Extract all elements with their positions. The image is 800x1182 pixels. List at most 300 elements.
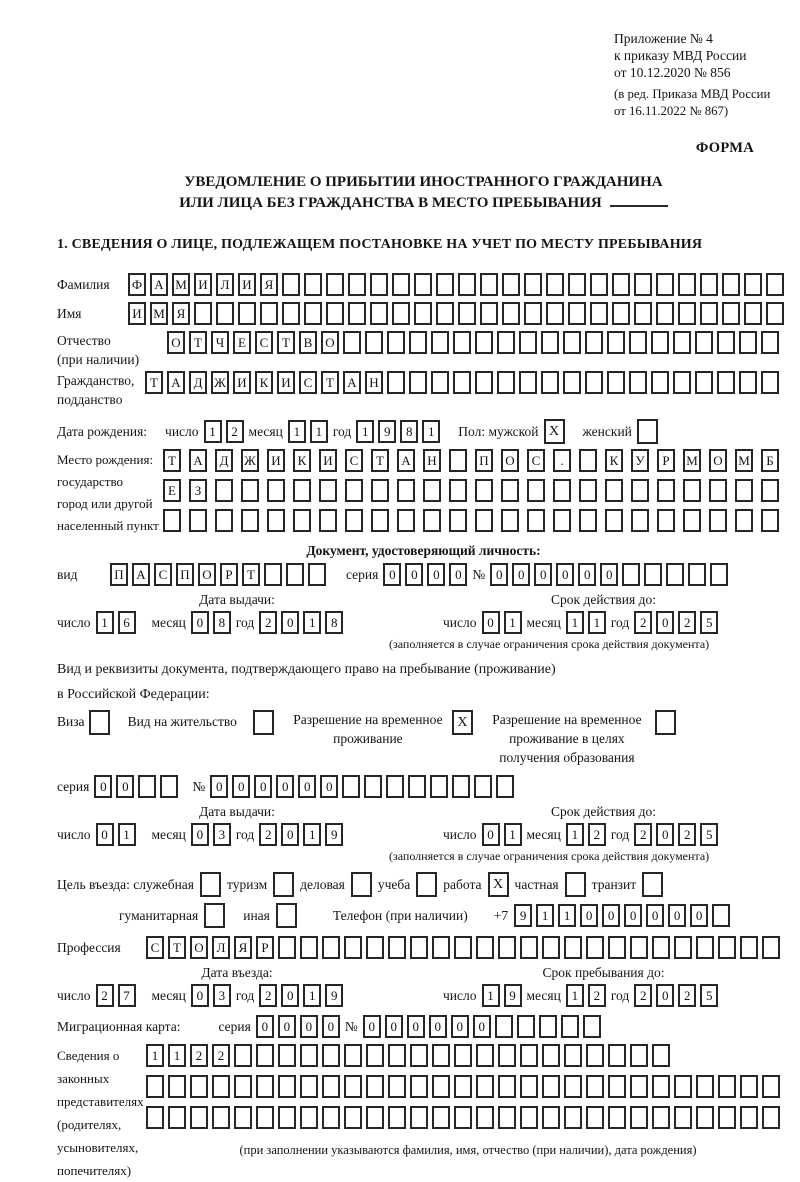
char-box[interactable]: 0	[320, 775, 338, 798]
temp-residence-edu-checkbox[interactable]	[655, 710, 676, 735]
char-box[interactable]	[392, 273, 410, 296]
char-box[interactable]	[475, 331, 493, 354]
char-box[interactable]: К	[293, 449, 311, 472]
char-box[interactable]: 0	[256, 1015, 274, 1038]
char-box[interactable]: М	[683, 449, 701, 472]
char-box[interactable]	[238, 302, 256, 325]
char-box[interactable]	[432, 1075, 450, 1098]
char-box[interactable]	[498, 1106, 516, 1129]
char-box[interactable]	[553, 479, 571, 502]
private-checkbox[interactable]	[565, 872, 586, 897]
char-box[interactable]	[189, 509, 207, 532]
char-box[interactable]: 0	[427, 563, 445, 586]
char-box[interactable]	[520, 1044, 538, 1067]
char-box[interactable]	[761, 331, 779, 354]
char-box[interactable]: 0	[385, 1015, 403, 1038]
char-box[interactable]: Б	[761, 449, 779, 472]
char-box[interactable]	[168, 1106, 186, 1129]
char-box[interactable]	[264, 563, 282, 586]
char-box[interactable]: 1	[303, 823, 321, 846]
char-box[interactable]	[497, 371, 515, 394]
char-box[interactable]	[696, 1106, 714, 1129]
char-box[interactable]: 2	[226, 420, 244, 443]
char-box[interactable]: 1	[504, 611, 522, 634]
char-box[interactable]	[454, 936, 472, 959]
char-box[interactable]	[344, 1044, 362, 1067]
char-box[interactable]	[564, 936, 582, 959]
char-box[interactable]	[674, 1075, 692, 1098]
char-box[interactable]	[414, 273, 432, 296]
char-box[interactable]: О	[167, 331, 185, 354]
char-box[interactable]	[319, 509, 337, 532]
char-box[interactable]	[308, 563, 326, 586]
purpose-official-checkbox[interactable]	[200, 872, 221, 897]
char-box[interactable]	[212, 1106, 230, 1129]
char-box[interactable]	[656, 302, 674, 325]
char-box[interactable]	[717, 331, 735, 354]
char-box[interactable]	[282, 302, 300, 325]
char-box[interactable]: 0	[482, 611, 500, 634]
char-box[interactable]	[160, 775, 178, 798]
char-box[interactable]: Р	[256, 936, 274, 959]
gender-male-checkbox[interactable]: X	[544, 419, 565, 444]
char-box[interactable]	[387, 331, 405, 354]
char-box[interactable]	[342, 775, 360, 798]
char-box[interactable]	[673, 331, 691, 354]
char-box[interactable]	[344, 1075, 362, 1098]
char-box[interactable]: 0	[624, 904, 642, 927]
char-box[interactable]	[652, 1075, 670, 1098]
char-box[interactable]: 1	[536, 904, 554, 927]
char-box[interactable]: 0	[656, 984, 674, 1007]
char-box[interactable]	[322, 936, 340, 959]
char-box[interactable]	[585, 371, 603, 394]
char-box[interactable]: 0	[646, 904, 664, 927]
char-box[interactable]: 0	[512, 563, 530, 586]
char-box[interactable]	[608, 936, 626, 959]
char-box[interactable]: П	[475, 449, 493, 472]
char-box[interactable]	[527, 479, 545, 502]
char-box[interactable]	[414, 302, 432, 325]
char-box[interactable]	[740, 1075, 758, 1098]
char-box[interactable]	[678, 273, 696, 296]
char-box[interactable]	[366, 1044, 384, 1067]
char-box[interactable]	[656, 273, 674, 296]
char-box[interactable]: 2	[678, 611, 696, 634]
char-box[interactable]	[605, 509, 623, 532]
char-box[interactable]	[590, 273, 608, 296]
char-box[interactable]	[607, 331, 625, 354]
char-box[interactable]	[475, 371, 493, 394]
char-box[interactable]: 0	[690, 904, 708, 927]
char-box[interactable]	[216, 302, 234, 325]
char-box[interactable]: С	[527, 449, 545, 472]
business-checkbox[interactable]	[351, 872, 372, 897]
char-box[interactable]: 0	[210, 775, 228, 798]
char-box[interactable]	[348, 273, 366, 296]
char-box[interactable]	[688, 563, 706, 586]
char-box[interactable]: 2	[588, 823, 606, 846]
char-box[interactable]: 0	[383, 563, 401, 586]
char-box[interactable]: 0	[278, 1015, 296, 1038]
char-box[interactable]	[475, 509, 493, 532]
char-box[interactable]	[286, 563, 304, 586]
char-box[interactable]: 6	[118, 611, 136, 634]
char-box[interactable]	[260, 302, 278, 325]
char-box[interactable]: .	[553, 449, 571, 472]
char-box[interactable]	[564, 1075, 582, 1098]
char-box[interactable]	[542, 1075, 560, 1098]
char-box[interactable]	[712, 904, 730, 927]
char-box[interactable]	[586, 1075, 604, 1098]
char-box[interactable]	[519, 371, 537, 394]
char-box[interactable]	[762, 936, 780, 959]
char-box[interactable]	[388, 936, 406, 959]
char-box[interactable]	[278, 936, 296, 959]
char-box[interactable]	[718, 936, 736, 959]
char-box[interactable]: 0	[578, 563, 596, 586]
char-box[interactable]	[370, 273, 388, 296]
humanitarian-checkbox[interactable]	[204, 903, 225, 928]
char-box[interactable]	[497, 331, 515, 354]
char-box[interactable]	[683, 479, 701, 502]
char-box[interactable]	[541, 331, 559, 354]
char-box[interactable]: 1	[118, 823, 136, 846]
char-box[interactable]: И	[233, 371, 251, 394]
char-box[interactable]	[388, 1075, 406, 1098]
char-box[interactable]	[430, 775, 448, 798]
char-box[interactable]	[629, 371, 647, 394]
tourism-checkbox[interactable]	[273, 872, 294, 897]
char-box[interactable]	[256, 1075, 274, 1098]
char-box[interactable]	[709, 479, 727, 502]
char-box[interactable]	[190, 1075, 208, 1098]
char-box[interactable]	[520, 1075, 538, 1098]
char-box[interactable]	[631, 479, 649, 502]
char-box[interactable]	[410, 936, 428, 959]
char-box[interactable]: З	[189, 479, 207, 502]
char-box[interactable]: 0	[429, 1015, 447, 1038]
char-box[interactable]: 2	[190, 1044, 208, 1067]
char-box[interactable]: 0	[281, 823, 299, 846]
char-box[interactable]	[345, 479, 363, 502]
char-box[interactable]	[718, 1075, 736, 1098]
char-box[interactable]	[392, 302, 410, 325]
char-box[interactable]	[138, 775, 156, 798]
char-box[interactable]	[674, 936, 692, 959]
char-box[interactable]	[612, 273, 630, 296]
char-box[interactable]	[673, 371, 691, 394]
char-box[interactable]: Ф	[128, 273, 146, 296]
char-box[interactable]: М	[150, 302, 168, 325]
char-box[interactable]	[766, 302, 784, 325]
char-box[interactable]: Т	[145, 371, 163, 394]
char-box[interactable]: Ж	[241, 449, 259, 472]
char-box[interactable]	[410, 1044, 428, 1067]
char-box[interactable]	[241, 479, 259, 502]
char-box[interactable]: А	[132, 563, 150, 586]
char-box[interactable]	[735, 509, 753, 532]
char-box[interactable]: 0	[116, 775, 134, 798]
residence-permit-checkbox[interactable]	[253, 710, 274, 735]
char-box[interactable]: 8	[400, 420, 418, 443]
char-box[interactable]	[761, 371, 779, 394]
char-box[interactable]	[541, 371, 559, 394]
char-box[interactable]: О	[501, 449, 519, 472]
char-box[interactable]	[370, 302, 388, 325]
char-box[interactable]	[563, 371, 581, 394]
char-box[interactable]	[410, 1075, 428, 1098]
char-box[interactable]	[520, 1106, 538, 1129]
char-box[interactable]	[586, 1106, 604, 1129]
char-box[interactable]	[432, 1044, 450, 1067]
char-box[interactable]: Е	[163, 479, 181, 502]
char-box[interactable]	[722, 273, 740, 296]
char-box[interactable]: 1	[558, 904, 576, 927]
char-box[interactable]	[722, 302, 740, 325]
char-box[interactable]	[366, 936, 384, 959]
char-box[interactable]	[761, 509, 779, 532]
char-box[interactable]: О	[709, 449, 727, 472]
char-box[interactable]: С	[146, 936, 164, 959]
char-box[interactable]: 2	[634, 611, 652, 634]
char-box[interactable]	[744, 302, 762, 325]
char-box[interactable]: 0	[473, 1015, 491, 1038]
char-box[interactable]	[345, 509, 363, 532]
char-box[interactable]: И	[238, 273, 256, 296]
char-box[interactable]	[423, 479, 441, 502]
char-box[interactable]	[234, 1106, 252, 1129]
char-box[interactable]: Т	[277, 331, 295, 354]
other-checkbox[interactable]	[276, 903, 297, 928]
char-box[interactable]	[524, 273, 542, 296]
char-box[interactable]: 1	[566, 611, 584, 634]
char-box[interactable]	[408, 775, 426, 798]
char-box[interactable]	[657, 479, 675, 502]
char-box[interactable]	[527, 509, 545, 532]
char-box[interactable]: Т	[168, 936, 186, 959]
char-box[interactable]	[563, 331, 581, 354]
char-box[interactable]: 1	[566, 984, 584, 1007]
char-box[interactable]: 2	[634, 823, 652, 846]
gender-female-checkbox[interactable]	[637, 419, 658, 444]
char-box[interactable]: У	[631, 449, 649, 472]
char-box[interactable]	[651, 371, 669, 394]
char-box[interactable]: П	[176, 563, 194, 586]
char-box[interactable]	[388, 1106, 406, 1129]
char-box[interactable]: 3	[213, 984, 231, 1007]
work-checkbox[interactable]: X	[488, 872, 509, 897]
char-box[interactable]	[397, 479, 415, 502]
char-box[interactable]: 1	[96, 611, 114, 634]
char-box[interactable]: А	[167, 371, 185, 394]
char-box[interactable]: О	[321, 331, 339, 354]
char-box[interactable]: 2	[259, 611, 277, 634]
char-box[interactable]	[519, 331, 537, 354]
char-box[interactable]	[476, 1106, 494, 1129]
char-box[interactable]: 0	[298, 775, 316, 798]
char-box[interactable]: А	[189, 449, 207, 472]
char-box[interactable]	[762, 1075, 780, 1098]
char-box[interactable]	[517, 1015, 535, 1038]
char-box[interactable]	[683, 509, 701, 532]
char-box[interactable]	[300, 1106, 318, 1129]
char-box[interactable]	[524, 302, 542, 325]
char-box[interactable]: Д	[189, 371, 207, 394]
char-box[interactable]	[388, 1044, 406, 1067]
char-box[interactable]	[652, 1044, 670, 1067]
transit-checkbox[interactable]	[642, 872, 663, 897]
char-box[interactable]: 3	[213, 823, 231, 846]
char-box[interactable]: И	[194, 273, 212, 296]
char-box[interactable]: С	[345, 449, 363, 472]
char-box[interactable]	[498, 936, 516, 959]
char-box[interactable]	[579, 449, 597, 472]
char-box[interactable]: И	[277, 371, 295, 394]
char-box[interactable]	[607, 371, 625, 394]
char-box[interactable]	[278, 1044, 296, 1067]
char-box[interactable]	[740, 936, 758, 959]
char-box[interactable]: 2	[259, 984, 277, 1007]
char-box[interactable]	[319, 479, 337, 502]
char-box[interactable]	[564, 1106, 582, 1129]
char-box[interactable]: 0	[276, 775, 294, 798]
char-box[interactable]	[300, 936, 318, 959]
char-box[interactable]	[234, 1075, 252, 1098]
char-box[interactable]: 8	[213, 611, 231, 634]
char-box[interactable]	[539, 1015, 557, 1038]
char-box[interactable]: 1	[303, 611, 321, 634]
char-box[interactable]	[409, 331, 427, 354]
char-box[interactable]	[449, 449, 467, 472]
char-box[interactable]	[322, 1106, 340, 1129]
char-box[interactable]: П	[110, 563, 128, 586]
char-box[interactable]: 0	[602, 904, 620, 927]
char-box[interactable]	[458, 273, 476, 296]
char-box[interactable]	[631, 509, 649, 532]
char-box[interactable]	[564, 1044, 582, 1067]
char-box[interactable]	[496, 775, 514, 798]
char-box[interactable]: 5	[700, 611, 718, 634]
char-box[interactable]	[300, 1075, 318, 1098]
char-box[interactable]	[622, 563, 640, 586]
char-box[interactable]	[546, 273, 564, 296]
char-box[interactable]	[542, 936, 560, 959]
char-box[interactable]	[739, 371, 757, 394]
char-box[interactable]	[215, 479, 233, 502]
char-box[interactable]	[501, 509, 519, 532]
char-box[interactable]	[436, 302, 454, 325]
char-box[interactable]: 9	[504, 984, 522, 1007]
visa-checkbox[interactable]	[89, 710, 110, 735]
char-box[interactable]: С	[255, 331, 273, 354]
char-box[interactable]	[678, 302, 696, 325]
char-box[interactable]	[696, 936, 714, 959]
char-box[interactable]: Я	[234, 936, 252, 959]
char-box[interactable]: О	[190, 936, 208, 959]
char-box[interactable]: Л	[216, 273, 234, 296]
char-box[interactable]	[480, 273, 498, 296]
char-box[interactable]	[630, 1106, 648, 1129]
char-box[interactable]	[304, 302, 322, 325]
char-box[interactable]	[449, 479, 467, 502]
char-box[interactable]	[717, 371, 735, 394]
char-box[interactable]	[740, 1106, 758, 1129]
char-box[interactable]	[666, 563, 684, 586]
char-box[interactable]	[300, 1044, 318, 1067]
char-box[interactable]	[744, 273, 762, 296]
char-box[interactable]: Я	[172, 302, 190, 325]
char-box[interactable]	[366, 1075, 384, 1098]
char-box[interactable]: 8	[325, 611, 343, 634]
char-box[interactable]: А	[397, 449, 415, 472]
char-box[interactable]: Н	[423, 449, 441, 472]
char-box[interactable]	[761, 479, 779, 502]
char-box[interactable]: 1	[422, 420, 440, 443]
char-box[interactable]: 9	[514, 904, 532, 927]
char-box[interactable]	[475, 479, 493, 502]
char-box[interactable]: 0	[449, 563, 467, 586]
char-box[interactable]	[241, 509, 259, 532]
char-box[interactable]	[495, 1015, 513, 1038]
char-box[interactable]	[410, 1106, 428, 1129]
char-box[interactable]	[190, 1106, 208, 1129]
char-box[interactable]: К	[255, 371, 273, 394]
char-box[interactable]	[371, 479, 389, 502]
char-box[interactable]: 0	[451, 1015, 469, 1038]
char-box[interactable]	[579, 479, 597, 502]
char-box[interactable]	[651, 331, 669, 354]
char-box[interactable]	[709, 509, 727, 532]
char-box[interactable]	[542, 1106, 560, 1129]
char-box[interactable]: 1	[588, 611, 606, 634]
char-box[interactable]	[322, 1044, 340, 1067]
char-box[interactable]	[168, 1075, 186, 1098]
char-box[interactable]	[432, 936, 450, 959]
char-box[interactable]	[608, 1106, 626, 1129]
char-box[interactable]: 0	[191, 611, 209, 634]
char-box[interactable]: 2	[212, 1044, 230, 1067]
char-box[interactable]: 2	[96, 984, 114, 1007]
char-box[interactable]	[215, 509, 233, 532]
char-box[interactable]	[348, 302, 366, 325]
char-box[interactable]	[585, 331, 603, 354]
char-box[interactable]: 2	[678, 984, 696, 1007]
char-box[interactable]	[561, 1015, 579, 1038]
char-box[interactable]: И	[128, 302, 146, 325]
char-box[interactable]: 9	[325, 984, 343, 1007]
char-box[interactable]	[366, 1106, 384, 1129]
char-box[interactable]	[454, 1075, 472, 1098]
char-box[interactable]	[371, 509, 389, 532]
char-box[interactable]: Д	[215, 449, 233, 472]
char-box[interactable]	[634, 273, 652, 296]
char-box[interactable]	[498, 1044, 516, 1067]
char-box[interactable]	[700, 273, 718, 296]
char-box[interactable]: 1	[310, 420, 328, 443]
char-box[interactable]	[326, 273, 344, 296]
char-box[interactable]	[502, 302, 520, 325]
char-box[interactable]: 1	[146, 1044, 164, 1067]
char-box[interactable]	[387, 371, 405, 394]
char-box[interactable]	[474, 775, 492, 798]
char-box[interactable]	[267, 479, 285, 502]
char-box[interactable]: 2	[588, 984, 606, 1007]
char-box[interactable]: 1	[566, 823, 584, 846]
char-box[interactable]	[212, 1075, 230, 1098]
char-box[interactable]: 0	[482, 823, 500, 846]
char-box[interactable]: И	[319, 449, 337, 472]
